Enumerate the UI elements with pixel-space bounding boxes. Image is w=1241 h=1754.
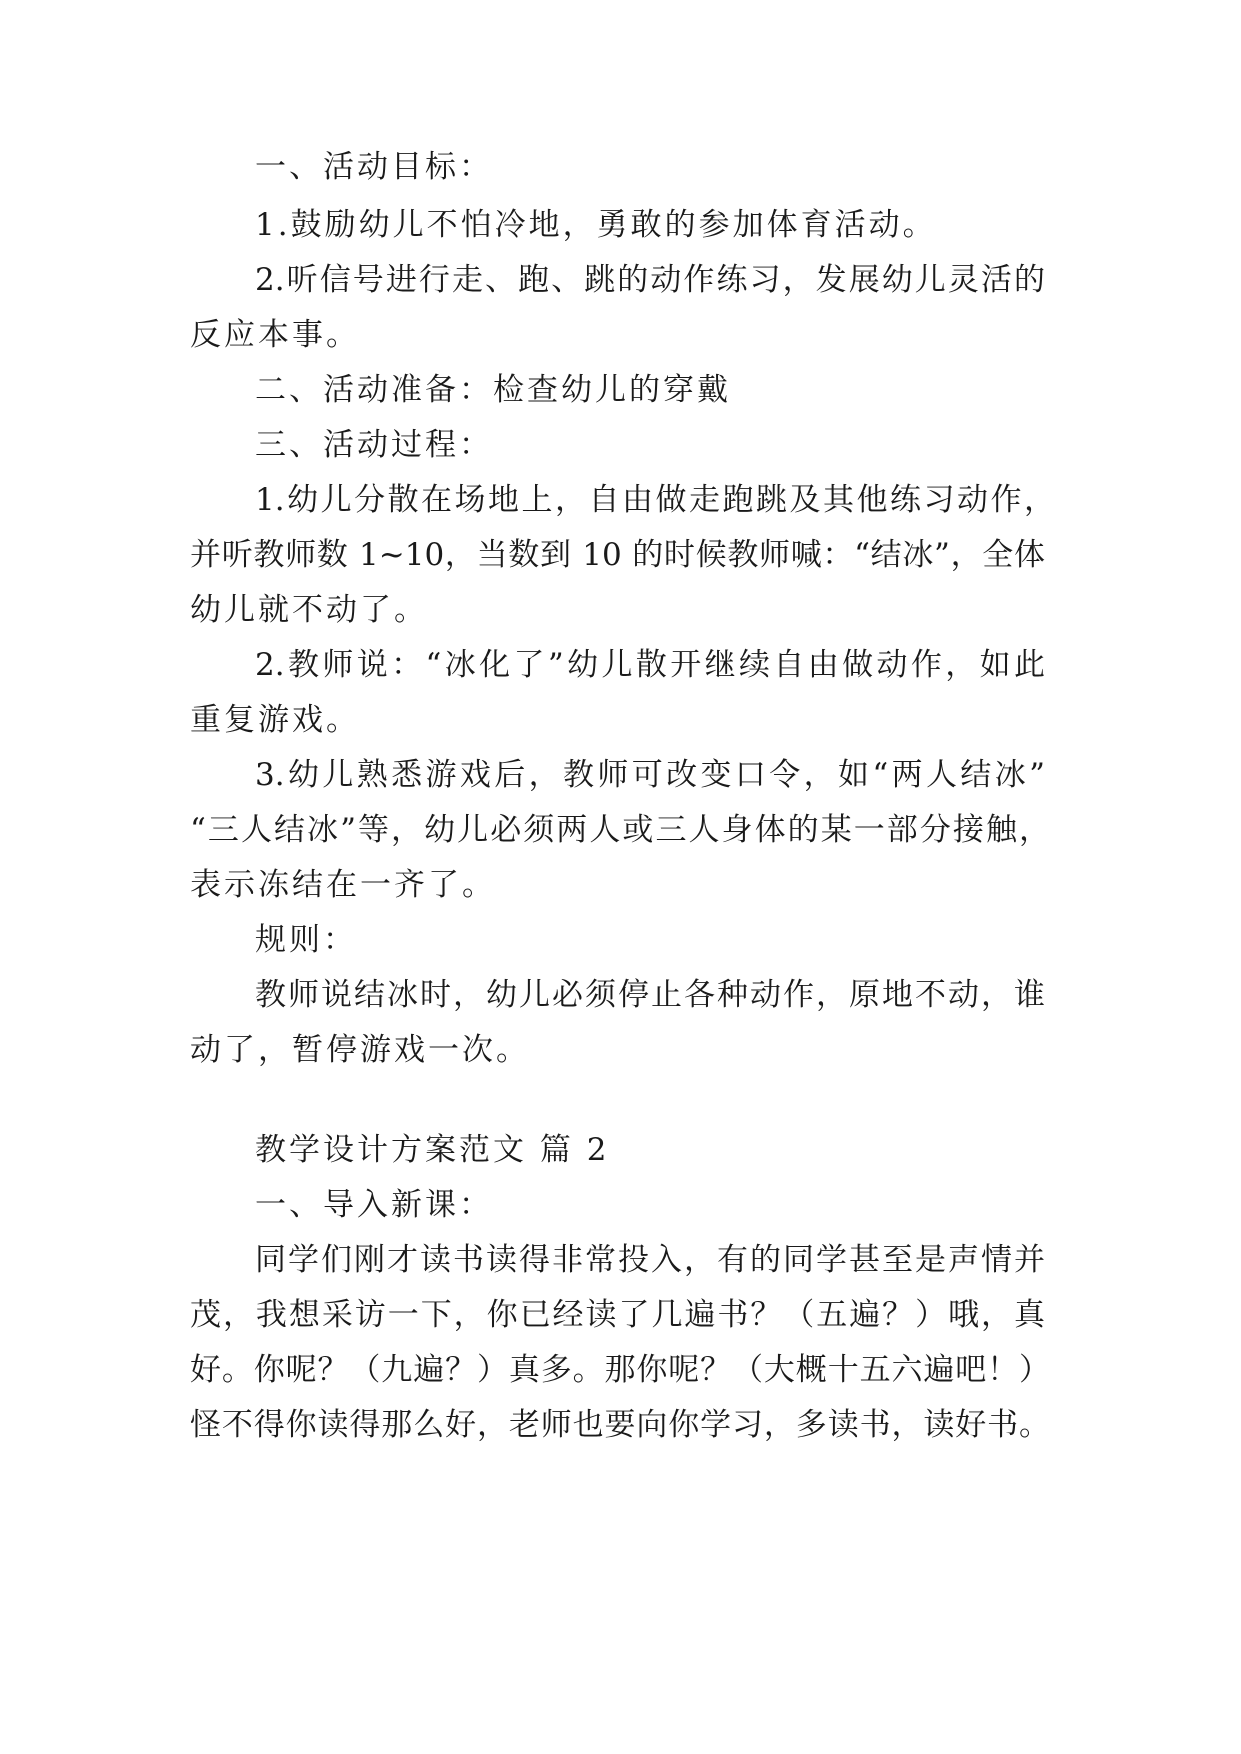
section-heading-process: 三、活动过程： bbox=[255, 427, 493, 463]
paragraph-line: 教师说结冰时，幼儿必须停止各种动作，原地不动，谁 bbox=[255, 977, 1045, 1013]
paragraph-line: 怪不得你读得那么好，老师也要向你学习，多读书，读好书。 bbox=[190, 1407, 1050, 1443]
paragraph-line: 动了，暂停游戏一次。 bbox=[190, 1032, 530, 1068]
paragraph-line: 1.鼓励幼儿不怕冷地，勇敢的参加体育活动。 bbox=[255, 207, 937, 243]
paragraph-line: 3.幼儿熟悉游戏后，教师可改变口令，如“两人结冰” bbox=[255, 757, 1045, 793]
paragraph-line: 重复游戏。 bbox=[190, 702, 360, 738]
section-heading-goals: 一、活动目标： bbox=[255, 149, 493, 185]
rules-heading: 规则： bbox=[255, 922, 357, 958]
paragraph-line: 2.听信号进行走、跑、跳的动作练习，发展幼儿灵活的 bbox=[255, 262, 1045, 298]
paragraph-line: 反应本事。 bbox=[190, 317, 360, 353]
section-heading-intro: 一、导入新课： bbox=[255, 1187, 493, 1223]
paragraph-line: 同学们刚才读书读得非常投入，有的同学甚至是声情并 bbox=[255, 1242, 1045, 1278]
paragraph-line: “三人结冰”等，幼儿必须两人或三人身体的某一部分接触， bbox=[190, 812, 1050, 848]
paragraph-line: 茂，我想采访一下，你已经读了几遍书？（五遍？）哦，真 bbox=[190, 1297, 1045, 1333]
section-heading-preparation: 二、活动准备：检查幼儿的穿戴 bbox=[255, 372, 731, 408]
paragraph-line: 表示冻结在一齐了。 bbox=[190, 867, 496, 903]
paragraph-line: 1.幼儿分散在场地上，自由做走跑跳及其他练习动作， bbox=[255, 482, 1055, 518]
paragraph-line: 幼儿就不动了。 bbox=[190, 592, 428, 628]
paragraph-line: 并听教师数 1~10，当数到 10 的时候教师喊：“结冰”，全体 bbox=[190, 537, 1045, 573]
article-title: 教学设计方案范文 篇 2 bbox=[255, 1132, 610, 1168]
paragraph-line: 好。你呢？（九遍？）真多。那你呢？（大概十五六遍吧！） bbox=[190, 1352, 1050, 1388]
paragraph-line: 2.教师说：“冰化了”幼儿散开继续自由做动作，如此 bbox=[255, 647, 1045, 683]
